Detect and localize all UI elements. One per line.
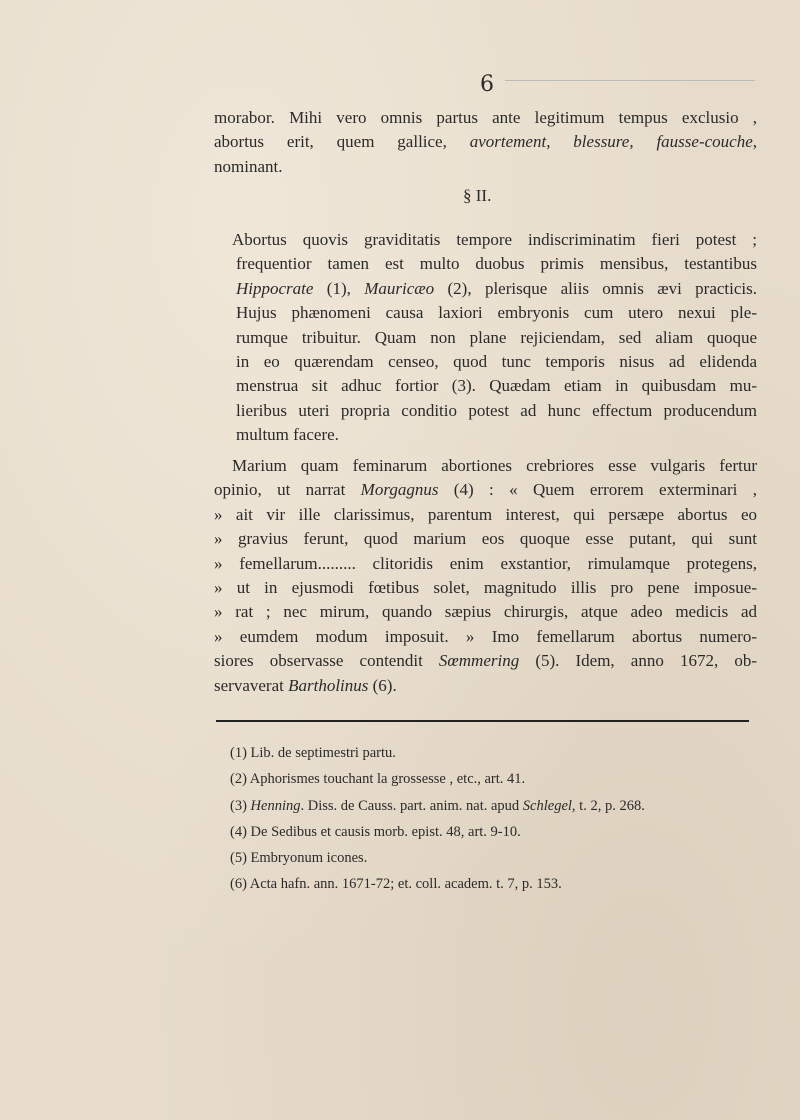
- french-terms: avortement, blessure, fausse-couche: [469, 132, 753, 152]
- text-line: siores observasse contendit Sœmmering (5). Idem, anno 1672, ob-: [214, 651, 757, 671]
- text-line: » ut in ejusmodi fœtibus solet, magnitudo illis pro pene imposue-: [214, 578, 757, 598]
- author-name: Hippocrate: [236, 278, 314, 298]
- footnote-1: (1) Lib. de septimestri partu.: [230, 745, 396, 761]
- author-name: Mauricæo: [364, 278, 435, 298]
- author-name: Bartholinus: [288, 675, 369, 695]
- author-name: Morgagnus: [360, 480, 439, 500]
- text-line: abortus erit, quem gallice, avortement, blessure, fausse-couche,: [214, 132, 757, 152]
- paragraph-3: [214, 454, 757, 698]
- footnote-2: (2) Aphorismes touchant la grossesse , etc., art. 41.: [230, 771, 526, 788]
- page-number: 6: [480, 72, 495, 97]
- text-line: menstrua sit adhuc fortior (3). Quædam etiam in quibusdam mu-: [236, 376, 757, 396]
- footnote-6: (6) Acta hafn. ann. 1671-72; et. coll. academ. t. 7, p. 153.: [230, 876, 562, 893]
- text-line: nominant.: [214, 156, 283, 176]
- text-line: rumque tribuitur. Quam non plane rejiciendam, sed aliam quoque: [236, 327, 757, 347]
- section-heading: § II.: [463, 186, 492, 205]
- paragraph-2: [214, 228, 757, 448]
- footnotes: [230, 740, 770, 898]
- text-line: Hujus phænomeni causa laxiori embryonis cum utero nexui ple-: [236, 303, 757, 323]
- paragraph-1: [214, 106, 757, 179]
- text-line: Hippocrate (1), Mauricæo (2), plerisque aliis omnis ævi practicis.: [236, 278, 757, 298]
- footnote-5: (5) Embryonum icones.: [230, 850, 368, 867]
- footnote-3: (3) Henning. Diss. de Causs. part. anim. nat. apud Schlegel, t. 2, p. 268.: [230, 797, 645, 814]
- text-line: frequentior tamen est multo duobus primis mensibus, testantibus: [236, 254, 757, 274]
- text-line: multum facere.: [236, 425, 339, 445]
- header-rule: [505, 80, 755, 81]
- text-line: lieribus uteri propria conditio potest ad hunc effectum producendum: [236, 400, 757, 420]
- text-line: Marium quam feminarum abortiones crebriores esse vulgaris fertur: [232, 456, 757, 475]
- text-line: » eumdem modum imposuit. » Imo femellarum abortus numero-: [214, 626, 757, 646]
- author-name: Sœmmering: [438, 651, 520, 671]
- text-line: morabor. Mihi vero omnis partus ante legitimum tempus exclusio ,: [214, 108, 757, 127]
- text-line: opinio, ut narrat Morgagnus (4) : « Quem errorem exterminari ,: [214, 480, 757, 500]
- text-line: in eo quærendam censeo, quod tunc temporis nisus ad elidenda: [236, 352, 757, 372]
- text-line: » rat ; nec mirum, quando sæpius chirurgis, atque adeo medicis ad: [214, 602, 757, 622]
- text-line: servaverat Bartholinus (6).: [214, 675, 397, 695]
- footnote-rule: [216, 720, 749, 722]
- text-line: » ait vir ille clarissimus, parentum interest, qui persæpe abortus eo: [214, 504, 757, 524]
- text-line: » gravius ferunt, quod marium eos quoque esse putant, qui sunt: [214, 529, 757, 549]
- footnote-4: (4) De Sedibus et causis morb. epist. 48, art. 9-10.: [230, 823, 521, 840]
- text-line: Abortus quovis graviditatis tempore indiscriminatim fieri potest ;: [232, 230, 757, 249]
- text-line: » femellarum......... clitoridis enim exstantior, rimulamque protegens,: [214, 553, 757, 573]
